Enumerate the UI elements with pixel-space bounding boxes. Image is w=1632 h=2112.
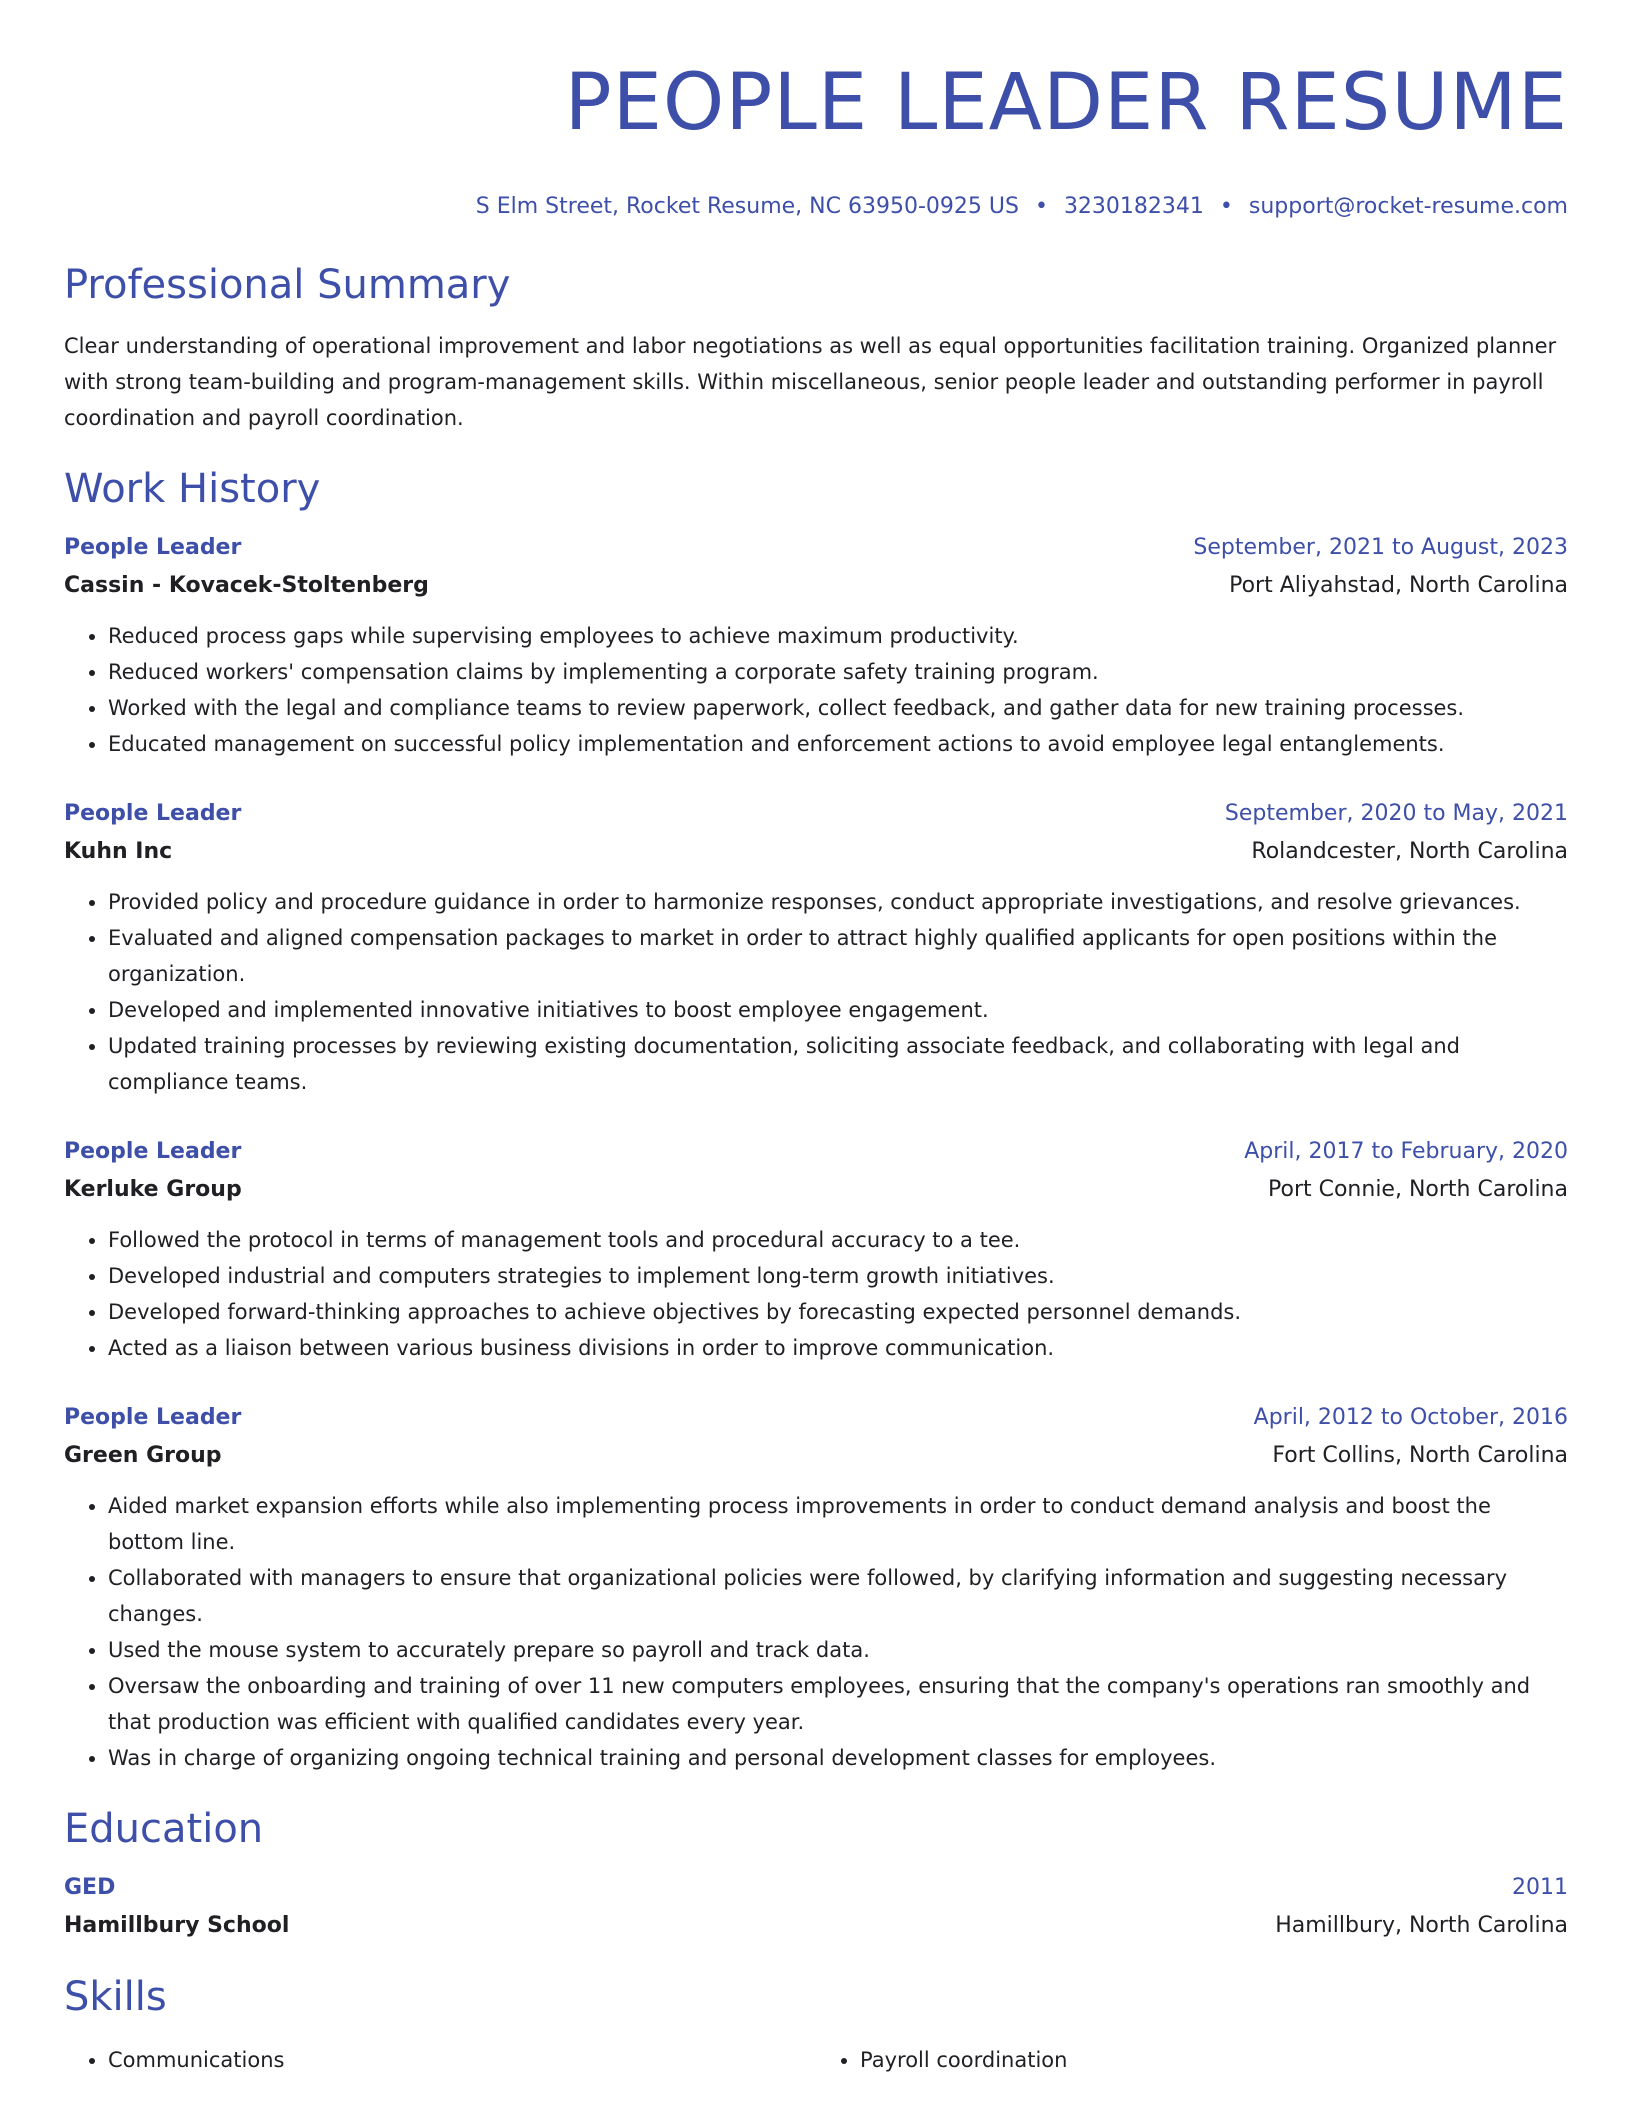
- job-bullet: • Developed and implemented innovative initiatives to boost employee engagement.: [108, 992, 1568, 1028]
- summary-text: Clear understanding of operational improvement and labor negotiations as well as equal opportunities facilitation training. Organized planner with strong team-building and program-management skills. Within miscellaneous, senior people leader and outstanding performer in payroll coordination and payroll coordination.: [64, 334, 1557, 430]
- job-title: People Leader: [64, 1139, 242, 1164]
- education-school: Hamillbury School: [64, 1913, 290, 1938]
- contact-address: S Elm Street, Rocket Resume, NC 63950-0925 US: [475, 194, 1019, 219]
- job-bullet: • Collaborated with managers to ensure that organizational policies were followed, by clarifying information and suggesting necessary changes.: [108, 1560, 1568, 1632]
- job-bullets: [64, 1222, 1568, 1366]
- job-bullet: • Developed industrial and computers strategies to implement long-term growth initiatives.: [108, 1258, 1568, 1294]
- job-bullet: • Updated training processes by reviewing existing documentation, soliciting associate feedback, and collaborating with legal and compliance teams.: [108, 1028, 1568, 1100]
- company-name: Kuhn Inc: [64, 839, 173, 864]
- skill-item: • Communications: [108, 2042, 816, 2078]
- job-bullet: • Aided market expansion efforts while also implementing process improvements in order to conduct demand analysis and boost the bottom line.: [108, 1488, 1568, 1560]
- job-bullet: • Worked with the legal and compliance teams to review paperwork, collect feedback, and gather data for new training processes.: [108, 690, 1568, 726]
- contact-email[interactable]: support@rocket-resume.com: [1248, 194, 1568, 219]
- job-entry: [64, 1134, 1568, 1366]
- job-bullet: • Developed forward-thinking approaches to achieve objectives by forecasting expected personnel demands.: [108, 1294, 1568, 1330]
- contact-line: [64, 192, 1568, 222]
- job-title: People Leader: [64, 535, 242, 560]
- job-bullet: • Acted as a liaison between various business divisions in order to improve communication.: [108, 1330, 1568, 1366]
- education-location: Hamillbury, North Carolina: [1275, 1913, 1568, 1938]
- education-entry: [64, 1870, 1568, 1946]
- skills-list: [64, 2042, 1568, 2078]
- job-location: Fort Collins, North Carolina: [1272, 1443, 1568, 1468]
- job-bullet: • Reduced workers' compensation claims by implementing a corporate safety training program.: [108, 654, 1568, 690]
- job-dates: April, 2017 to February, 2020: [1244, 1139, 1568, 1164]
- job-location: Rolandcester, North Carolina: [1251, 839, 1568, 864]
- skills-column-left: [64, 2042, 816, 2078]
- job-bullet: • Was in charge of organizing ongoing technical training and personal development classes for employees.: [108, 1740, 1568, 1776]
- job-bullet: • Oversaw the onboarding and training of over 11 new computers employees, ensuring that the company's operations ran smoothly and that production was efficient with qualified candidates every year.: [108, 1668, 1568, 1740]
- job-entry: [64, 530, 1568, 762]
- job-bullet: • Reduced process gaps while supervising employees to achieve maximum productivity.: [108, 618, 1568, 654]
- company-name: Green Group: [64, 1443, 222, 1468]
- job-title: People Leader: [64, 801, 242, 826]
- education-year: 2011: [1512, 1875, 1568, 1900]
- job-dates: April, 2012 to October, 2016: [1253, 1405, 1568, 1430]
- contact-separator: •: [1034, 194, 1048, 219]
- job-bullet: • Used the mouse system to accurately prepare so payroll and track data.: [108, 1632, 1568, 1668]
- education-degree: GED: [64, 1875, 116, 1900]
- contact-separator: •: [1219, 194, 1233, 219]
- job-bullet: • Followed the protocol in terms of management tools and procedural accuracy to a tee.: [108, 1222, 1568, 1258]
- job-entry: [64, 1400, 1568, 1776]
- job-bullets: [64, 618, 1568, 762]
- company-name: Cassin - Kovacek-Stoltenberg: [64, 573, 429, 598]
- education-heading: Education: [64, 1806, 264, 1852]
- contact-phone[interactable]: 3230182341: [1063, 194, 1204, 219]
- job-location: Port Connie, North Carolina: [1268, 1177, 1568, 1202]
- job-bullet: • Evaluated and aligned compensation packages to market in order to attract highly qualified applicants for open positions within the organization.: [108, 920, 1568, 992]
- job-bullet: • Educated management on successful policy implementation and enforcement actions to avoid employee legal entanglements.: [108, 726, 1568, 762]
- job-title: People Leader: [64, 1405, 242, 1430]
- skill-item: • Payroll coordination: [860, 2042, 1568, 2078]
- job-entry: [64, 796, 1568, 1100]
- job-bullets: [64, 1488, 1568, 1776]
- job-location: Port Aliyahstad, North Carolina: [1229, 573, 1568, 598]
- job-dates: September, 2020 to May, 2021: [1224, 801, 1568, 826]
- skills-heading: Skills: [64, 1974, 167, 2020]
- job-dates: September, 2021 to August, 2023: [1193, 535, 1568, 560]
- resume-name: PEOPLE LEADER RESUME: [564, 58, 1568, 148]
- job-bullet: • Provided policy and procedure guidance in order to harmonize responses, conduct appropriate investigations, and resolve grievances.: [108, 884, 1568, 920]
- company-name: Kerluke Group: [64, 1177, 242, 1202]
- summary-heading: Professional Summary: [64, 262, 511, 308]
- skills-column-right: [816, 2042, 1568, 2078]
- job-bullets: [64, 884, 1568, 1100]
- work-history-heading: Work History: [64, 466, 321, 512]
